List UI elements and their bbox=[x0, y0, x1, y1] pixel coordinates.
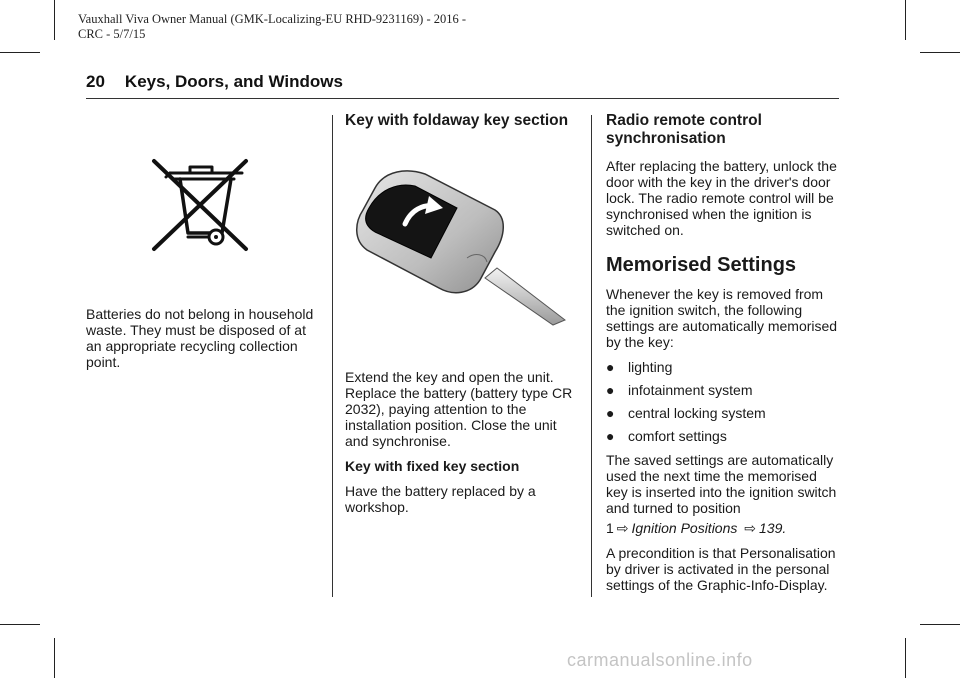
crop-mark bbox=[905, 638, 906, 678]
radio-sync-heading: Radio remote control synchronisation bbox=[606, 112, 762, 147]
crop-mark bbox=[905, 0, 906, 40]
ignition-positions-page-ref[interactable]: 139. bbox=[759, 520, 787, 536]
bullet-icon: ● bbox=[606, 382, 615, 398]
column-divider bbox=[332, 115, 333, 597]
reference-arrow-icon: ⇨ bbox=[616, 520, 629, 536]
page-title: Keys, Doors, and Windows bbox=[124, 72, 343, 91]
memorised-settings-heading: Memorised Settings bbox=[606, 254, 797, 276]
crop-mark bbox=[0, 52, 40, 53]
fixed-key-heading: Key with fixed key section bbox=[345, 458, 520, 474]
crop-mark bbox=[0, 624, 40, 625]
ignition-position-ref bbox=[606, 520, 840, 536]
foldaway-key-instructions: Extend the key and open the unit. Replace the battery (battery type CR 2032), paying attention to the installation position. Close the unit and synchronise. bbox=[345, 369, 573, 449]
document-header bbox=[78, 12, 466, 42]
column-divider bbox=[591, 115, 592, 597]
crop-mark bbox=[920, 52, 960, 53]
page-number: 20 bbox=[86, 72, 105, 91]
column-3 bbox=[606, 112, 840, 602]
crop-mark bbox=[54, 0, 55, 40]
list-item: ● central locking system bbox=[606, 405, 766, 421]
bullet-icon: ● bbox=[606, 428, 615, 444]
memorised-settings-intro: Whenever the key is removed from the ignition switch, the following settings are automatically memorised by the key: bbox=[606, 286, 838, 350]
list-item: ● lighting bbox=[606, 359, 673, 375]
list-item: ● comfort settings bbox=[606, 428, 727, 444]
battery-disposal-text: Batteries do not belong in household waste. They must be disposed of at an appropriate recycling collection point. bbox=[86, 306, 314, 370]
saved-settings-text: The saved settings are automatically used the next time the memorised key is inserted into the ignition switch and turned to position bbox=[606, 452, 837, 516]
fixed-key-text: Have the battery replaced by a workshop. bbox=[345, 483, 536, 515]
reference-arrow-icon: ⇨ bbox=[744, 520, 756, 536]
list-item: ● infotainment system bbox=[606, 382, 753, 398]
crop-mark bbox=[54, 638, 55, 678]
bullet-icon: ● bbox=[606, 405, 615, 421]
page-heading bbox=[86, 72, 343, 92]
header-rule bbox=[86, 98, 839, 99]
bullet-icon: ● bbox=[606, 359, 615, 375]
watermark: carmanualsonline.info bbox=[567, 650, 753, 670]
column-2 bbox=[345, 112, 577, 524]
column-1 bbox=[86, 115, 318, 379]
precondition-text: A precondition is that Personalisation by driver is activated in the personal settings of the Graphic-Info-Display. bbox=[606, 545, 836, 593]
memorised-settings-list bbox=[606, 359, 840, 444]
document-header-line2: CRC - 5/7/15 bbox=[78, 27, 146, 41]
crop-mark bbox=[920, 624, 960, 625]
position-number: 1 bbox=[606, 520, 614, 536]
radio-sync-text: After replacing the battery, unlock the door with the key in the driver's door lock. The radio remote control will be synchronised when the ignition is switched on. bbox=[606, 158, 837, 238]
document-header-line1: Vauxhall Viva Owner Manual (GMK-Localizing-EU RHD-9231169) - 2016 - bbox=[78, 12, 467, 26]
foldaway-key-image bbox=[345, 140, 577, 335]
ignition-positions-link[interactable]: Ignition Positions bbox=[631, 520, 738, 536]
crossed-out-wheelie-bin-icon bbox=[86, 115, 318, 295]
foldaway-key-heading: Key with foldaway key section bbox=[345, 112, 569, 129]
